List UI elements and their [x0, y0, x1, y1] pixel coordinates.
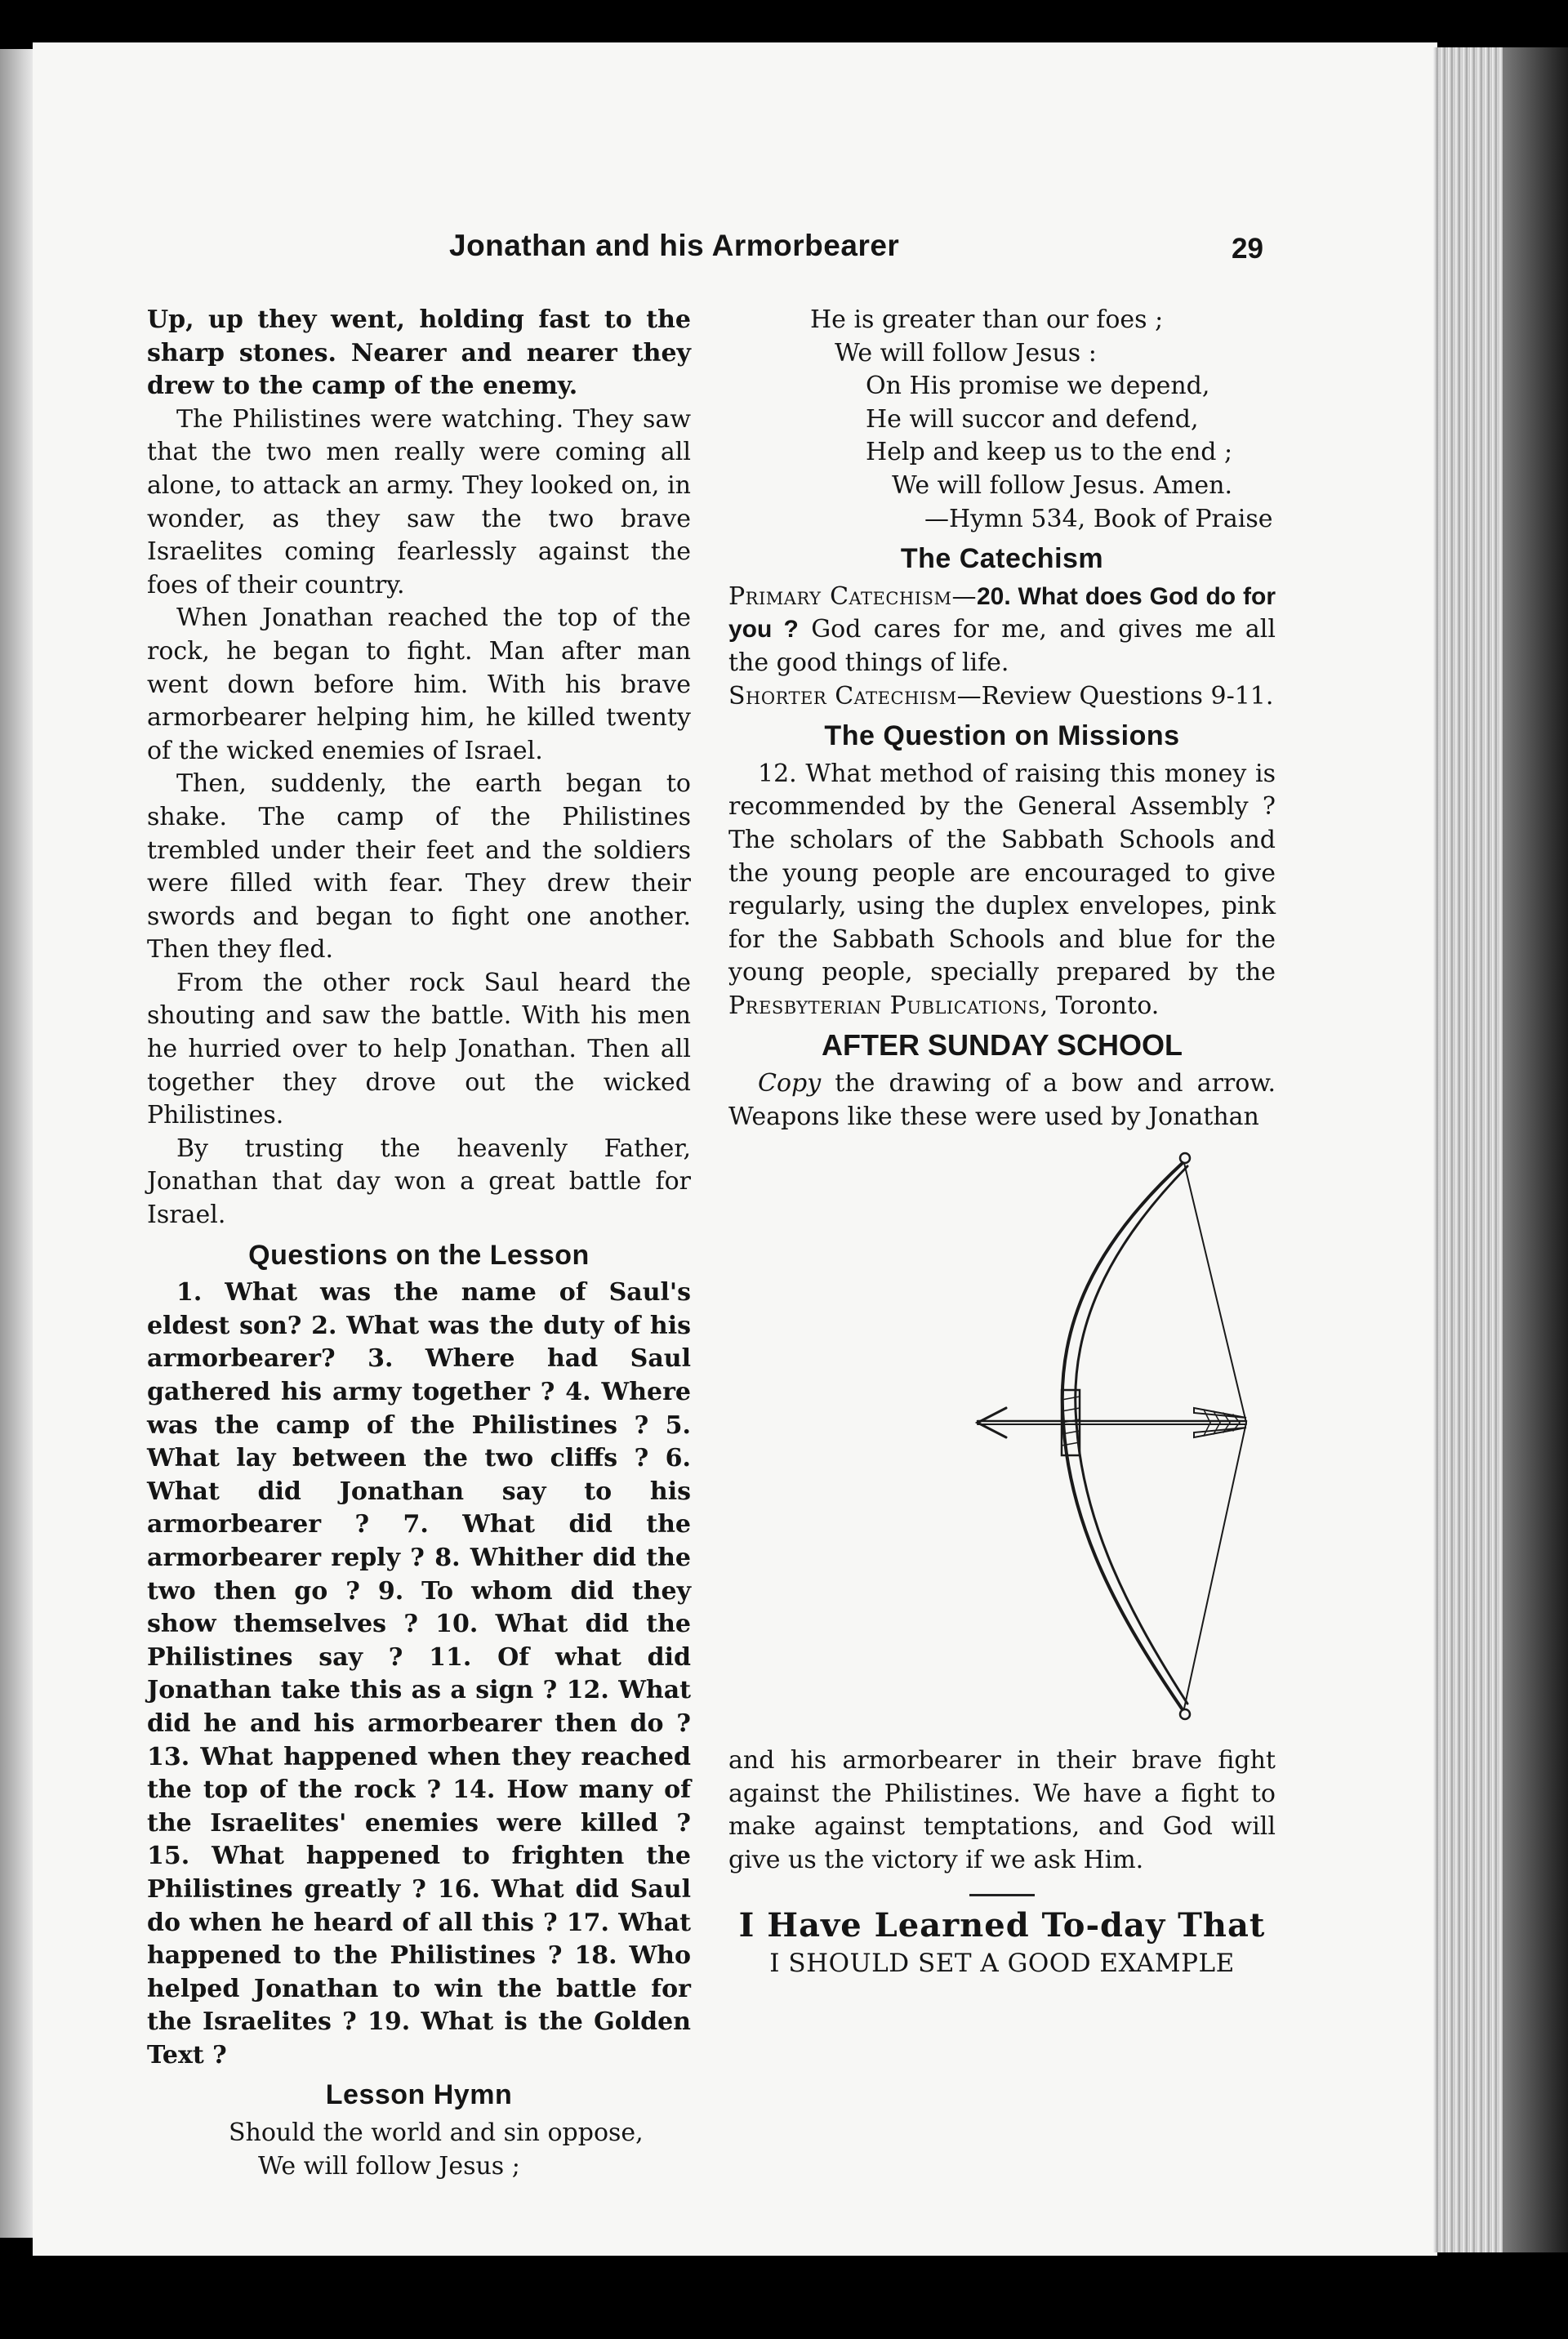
story-paragraph: Up, up they went, holding fast to the sharp stones. Nearer and nearer they drew to the camp of the enemy. [147, 305, 691, 401]
hymn-verse-start [147, 2117, 691, 2183]
bow-and-arrow-figure [728, 1145, 1276, 1733]
running-title: Jonathan and his Armorbearer [449, 229, 900, 262]
missions-text: 12. What method of raising this money is recommended by the General Assembly ? The scholars of the Sabbath Schools and the young people are encouraged to give regularly, using the duplex envelopes, pink for the Sabbath Schools and blue for the young people, specially prepared by the [728, 759, 1276, 987]
facing-page-edge [0, 49, 33, 2238]
shorter-catechism-label: Shorter Catechism [728, 681, 957, 711]
after-text: the drawing of a bow and arrow. Weapons like these were used by Jonathan [728, 1069, 1276, 1131]
hymn-verse-continued [728, 304, 1276, 536]
story-paragraph: Then, suddenly, the earth began to shake. The camp of the Philistines trembled under their feet and the soldiers were filled with fear. They drew their swords and began to fight one another. Then they fled. [147, 769, 691, 965]
story-paragraph: The Philistines were watching. They saw that the two men really were coming all alone, to attack an army. They looked on, in wonder, as they saw the two brave Israelites coming fearlessly against the foes of their country. [147, 404, 691, 599]
missions-paragraph [728, 758, 1276, 1023]
primary-catechism-answer: God cares for me, and gives me all the good things of life. [728, 615, 1276, 677]
hymn-line: We will follow Jesus. Amen. [892, 470, 1232, 500]
story-paragraph: When Jonathan reached the top of the rock, he began to fight. Man after man went down before him. With his brave armorbearer helping him, he killed twenty of the wicked enemies of Israel. [147, 604, 691, 765]
primary-catechism-question: 20. What does God do for you ? [728, 582, 1276, 644]
hymn-line: Should the world and sin oppose, [229, 2118, 644, 2148]
missions-publisher: Presbyterian Publications [728, 991, 1040, 1020]
missions-text-end: , Toronto. [1040, 991, 1160, 1020]
shorter-catechism-text: —Review Questions 9-11. [956, 681, 1274, 711]
divider [969, 1894, 1035, 1896]
hymn-line: He is greater than our foes ; [810, 305, 1164, 334]
primary-catechism [728, 581, 1276, 680]
questions-heading: Questions on the Lesson [248, 1239, 590, 1271]
page-block-edge [1433, 47, 1503, 2252]
hymn-line: We will follow Jesus ; [258, 2151, 520, 2181]
left-column [147, 304, 691, 2183]
after-sunday-school-heading: AFTER SUNDAY SCHOOL [821, 1028, 1183, 1063]
story-paragraph: From the other rock Saul heard the shouting and saw the battle. With his men he hurried over to help Jonathan. Then all together they drove out the wicked Philistines. [147, 968, 691, 1130]
hymn-line: On His promise we depend, [866, 372, 1210, 401]
shorter-catechism [728, 680, 1276, 714]
page-number: 29 [1232, 233, 1263, 265]
catechism-heading: The Catechism [900, 543, 1104, 575]
book-spine-shadow [1503, 47, 1568, 2252]
copy-word: Copy [758, 1069, 822, 1098]
after-paragraph-continued: and his armorbearer in their brave fight against the Philistines. We have a fight to make against temptations, and God will give us the victory if we ask Him. [728, 1746, 1276, 1875]
after-paragraph [728, 1067, 1276, 1134]
story-paragraph: By trusting the heavenly Father, Jonathan that day won a great battle for Israel. [147, 1134, 691, 1230]
questions-text: 1. What was the name of Saul's eldest son? 2. What was the duty of his armorbearer? 3. Where had Saul gathered his army together ? 4. Where was the camp of the Philistines ? 5. What lay between the two cliffs ? 6. What did Jonathan say to his armorbearer ? 7. What did the armorbearer reply ? 8. Whither did the two then go ? 9. To whom did they show themselves ? 10. What did the Philistines say ? 11. Of what did Jonathan take this as a sign ? 12. What did he and his armorbearer then do ? 13. What happened when they reached the top of the rock ? 14. How many of the Israelites' enemies were killed ? 15. What happened to frighten the Philistines greatly ? 16. What did Saul do when he heard of all this ? 17. What happened to the Philistines ? 18. Who helped Jonathan to win the battle for the Israelites ? 19. What is the Golden Text ? [147, 1278, 691, 2069]
lesson-hymn-heading: Lesson Hymn [325, 2079, 513, 2111]
hymn-source: —Hymn 534, Book of Praise [924, 504, 1273, 533]
learned-heading: I Have Learned To-day That [738, 1905, 1266, 1945]
right-column [728, 304, 1276, 1980]
bow-and-arrow-icon [973, 1145, 1267, 1733]
learned-summary: I SHOULD SET A GOOD EXAMPLE [769, 1949, 1235, 1979]
primary-catechism-label: Primary Catechism— [728, 581, 977, 611]
hymn-line: He will succor and defend, [866, 404, 1199, 434]
hymn-line: Help and keep us to the end ; [866, 438, 1233, 467]
hymn-line: We will follow Jesus : [835, 338, 1097, 368]
missions-heading: The Question on Missions [824, 720, 1180, 752]
